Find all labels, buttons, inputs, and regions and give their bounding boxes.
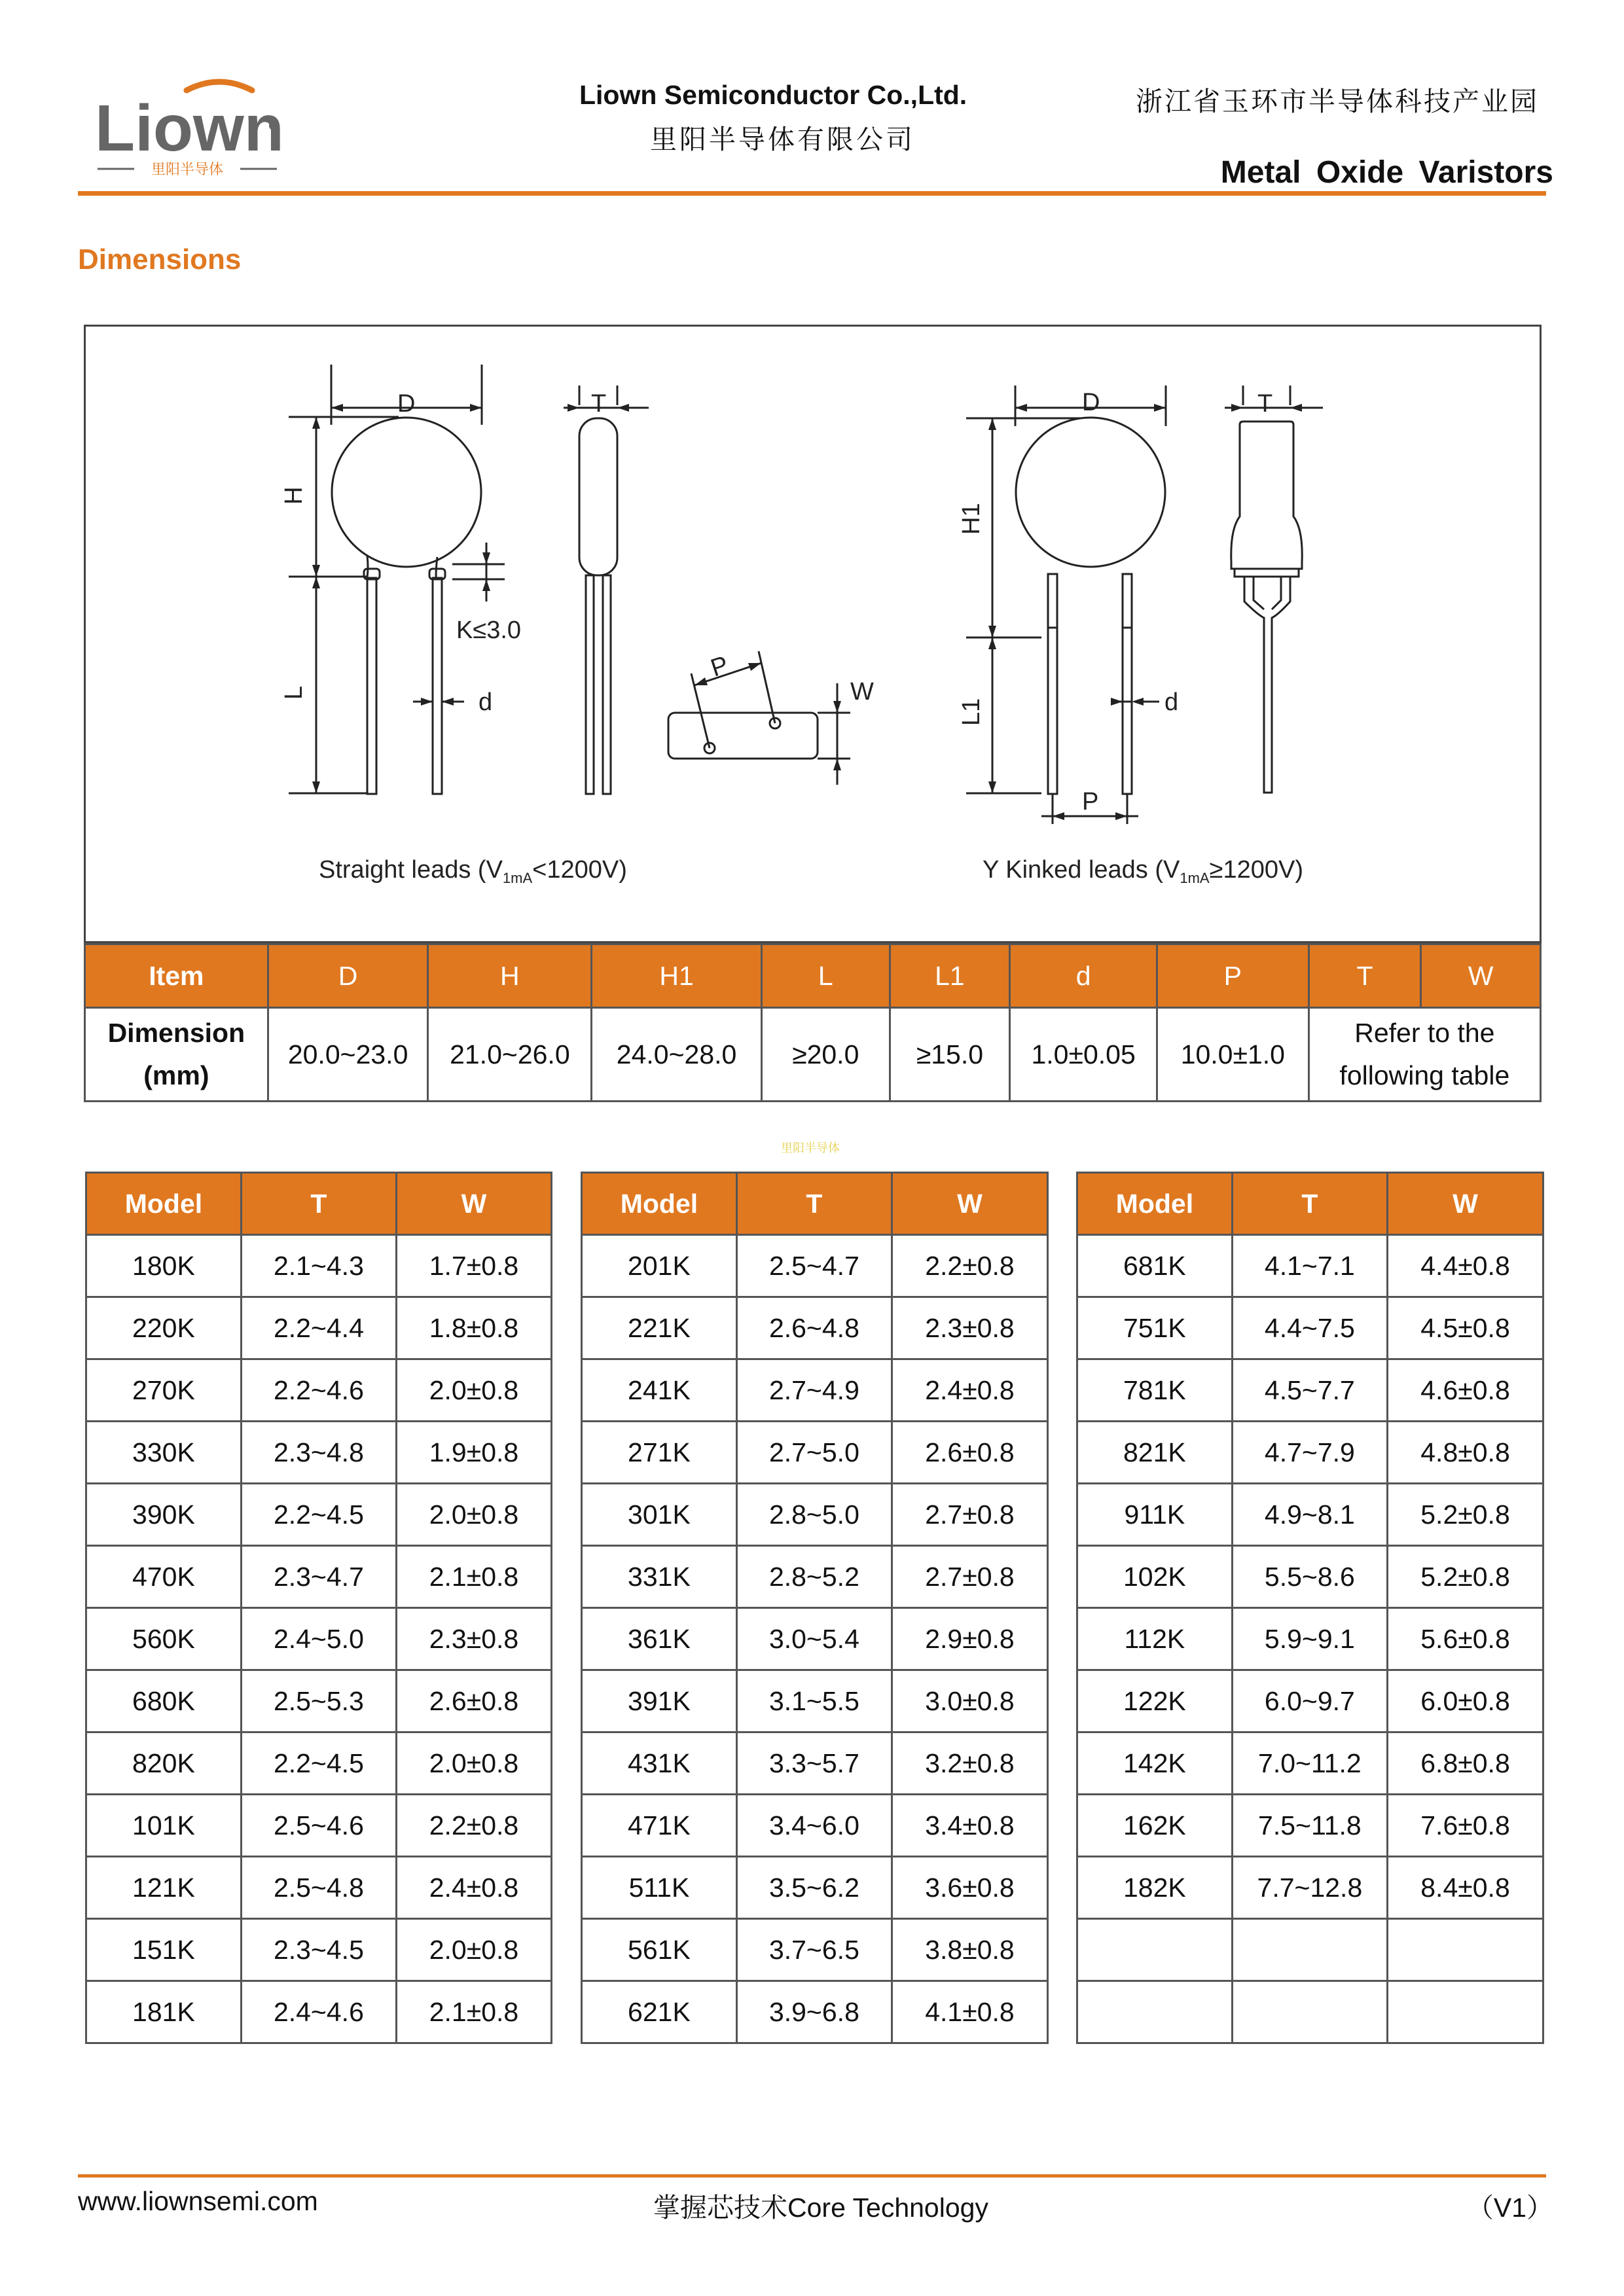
cell-w: 2.7±0.8 [892,1484,1047,1546]
table-row [582,1732,1048,1795]
table-row [86,1919,552,1981]
table-row [1077,1297,1543,1359]
dimension-value-row [85,1008,1541,1102]
cell-w: 6.8±0.8 [1388,1732,1543,1795]
caption-straight-leads: Straight leads $(V_{1mA}<1200V)$ [319,856,627,886]
header-L1: L1 [890,944,1010,1008]
cell-w: 3.4±0.8 [892,1795,1047,1857]
label-K: K≤3.0 [456,617,522,644]
cell-t: 2.8~5.2 [736,1546,892,1608]
value-TW-note: Refer to the following table [1308,1008,1540,1102]
cell-w: 5.2±0.8 [1388,1546,1543,1608]
label-d-right: d [1164,689,1179,716]
cell-model: 621K [582,1981,737,2043]
table-row [582,1670,1048,1732]
table-row [86,1732,552,1795]
header-rule [78,191,1546,196]
company-name-en: Liown Semiconductor Co.,Ltd. [579,80,967,110]
table-row [1077,1359,1543,1422]
cell-model: 470K [86,1546,242,1608]
cell-model: 471K [582,1795,737,1857]
cell-w: 2.0±0.8 [396,1919,551,1981]
table-row [1077,1857,1543,1919]
table-row [1077,1795,1543,1857]
company-logo [88,72,285,177]
model-table-2 [581,1172,1049,2044]
cell-w: 2.0±0.8 [396,1732,551,1795]
cell-t: 7.5~11.8 [1232,1795,1387,1857]
cell-model: 911K [1077,1484,1233,1546]
cell-model: 221K [582,1297,737,1359]
cell-w: 2.9±0.8 [892,1608,1047,1670]
table-row [86,1235,552,1297]
model-table-1 [85,1172,552,2044]
cell-t [1232,1981,1387,2043]
cell-model: 511K [582,1857,737,1919]
cell-w [1388,1919,1543,1981]
logo-subtext: 里阳半导体 [151,161,224,177]
cell-w: 2.1±0.8 [396,1981,551,2043]
header-T: T [1308,944,1421,1008]
label-L: L [280,685,308,700]
cell-t: 3.4~6.0 [736,1795,892,1857]
table-row [582,1981,1048,2043]
table-row [1077,1919,1543,1981]
cell-model [1077,1981,1233,2043]
cell-w: 3.6±0.8 [892,1857,1047,1919]
cell-model: 201K [582,1235,737,1297]
cell-t: 4.1~7.1 [1232,1235,1387,1297]
header-W: W [396,1173,551,1235]
cell-t: 2.7~4.9 [736,1359,892,1422]
cell-model: 391K [582,1670,737,1732]
cell-t: 2.4~5.0 [241,1608,396,1670]
cell-t: 2.5~4.7 [736,1235,892,1297]
cell-w: 1.7±0.8 [396,1235,551,1297]
dimension-drawing [86,327,1543,945]
header-W: W [1421,944,1541,1008]
cell-w: 1.9±0.8 [396,1422,551,1484]
model-table-3 [1076,1172,1544,2044]
cell-w: 2.4±0.8 [892,1359,1047,1422]
company-name-cn: 里阳半导体有限公司 [650,124,915,154]
row-label-dimension: Dimension (mm) [85,1008,268,1102]
cell-model: 182K [1077,1857,1233,1919]
cell-model: 241K [582,1359,737,1422]
cell-t: 2.5~5.3 [241,1670,396,1732]
cell-w: 3.0±0.8 [892,1670,1047,1732]
cell-w: 4.1±0.8 [892,1981,1047,2043]
cell-w: 6.0±0.8 [1388,1670,1543,1732]
cell-w [1388,1981,1543,2043]
cell-w: 4.5±0.8 [1388,1297,1543,1359]
cell-t: 2.2~4.4 [241,1297,396,1359]
value-L1: ≥15.0 [890,1008,1010,1102]
table-row [86,1484,552,1546]
header-item: Item [85,944,268,1008]
table-row [582,1422,1048,1484]
cell-model: 180K [86,1235,242,1297]
label-H1: H1 [958,503,985,535]
label-P-right: P [1082,788,1099,816]
product-title: Metal Oxide Varistors [1220,155,1553,190]
cell-model: 270K [86,1359,242,1422]
cell-w: 2.1±0.8 [396,1546,551,1608]
header-d: d [1010,944,1157,1008]
header-model: Model [582,1173,737,1235]
table-row [582,1235,1048,1297]
value-H1: 24.0~28.0 [592,1008,762,1102]
table-row [1077,1608,1543,1670]
label-H: H [280,486,308,505]
table-row [86,1546,552,1608]
cell-t: 2.1~4.3 [241,1235,396,1297]
header-H1: H1 [592,944,762,1008]
cell-model: 680K [86,1670,242,1732]
cell-model: 390K [86,1484,242,1546]
table-row [582,1857,1048,1919]
cell-t: 3.3~5.7 [736,1732,892,1795]
value-P: 10.0±1.0 [1157,1008,1308,1102]
cell-w: 2.7±0.8 [892,1546,1047,1608]
cell-model: 301K [582,1484,737,1546]
cell-t: 2.2~4.6 [241,1359,396,1422]
table-row [582,1297,1048,1359]
cell-t: 7.7~12.8 [1232,1857,1387,1919]
label-D-left: D [397,390,416,418]
dimension-table [84,943,1542,1102]
cell-w: 2.6±0.8 [396,1670,551,1732]
header-L: L [761,944,890,1008]
small-watermark-text: 里阳半导体 [781,1141,840,1155]
cell-t: 2.3~4.8 [241,1422,396,1484]
cell-model: 560K [86,1608,242,1670]
logo-graphic [88,72,285,177]
label-d-left: d [478,689,493,716]
cell-model: 122K [1077,1670,1233,1732]
table-row [86,1422,552,1484]
table-row [1077,1732,1543,1795]
dimension-header-row [85,944,1541,1008]
footer-slogan: 掌握芯技术Core Technology [653,2193,988,2223]
table-row [582,1919,1048,1981]
cell-t: 7.0~11.2 [1232,1732,1387,1795]
cell-t: 5.5~8.6 [1232,1546,1387,1608]
label-T-left: T [591,390,607,418]
cell-t: 2.5~4.8 [241,1857,396,1919]
header-model: Model [86,1173,242,1235]
table-row [1077,1422,1543,1484]
footer-version: （V1） [1466,2193,1553,2223]
cell-w: 3.2±0.8 [892,1732,1047,1795]
header-model: Model [1077,1173,1233,1235]
cell-w: 4.6±0.8 [1388,1359,1543,1422]
cell-t: 4.4~7.5 [1232,1297,1387,1359]
table-row [86,1670,552,1732]
table-row [86,1795,552,1857]
cell-t: 4.7~7.9 [1232,1422,1387,1484]
cell-model: 821K [1077,1422,1233,1484]
label-D-right: D [1082,389,1100,416]
cell-model: 271K [582,1422,737,1484]
cell-w: 4.4±0.8 [1388,1235,1543,1297]
company-address: 浙江省玉环市半导体科技产业园 [1136,86,1539,117]
footer-website: www.liownsemi.com [78,2186,318,2216]
cell-t: 5.9~9.1 [1232,1608,1387,1670]
cell-w: 2.4±0.8 [396,1857,551,1919]
cell-w: 1.8±0.8 [396,1297,551,1359]
cell-t: 6.0~9.7 [1232,1670,1387,1732]
cell-model: 330K [86,1422,242,1484]
cell-t: 3.0~5.4 [736,1608,892,1670]
header-W: W [1388,1173,1543,1235]
cell-model: 561K [582,1919,737,1981]
cell-model: 331K [582,1546,737,1608]
cell-model: 142K [1077,1732,1233,1795]
cell-t: 2.6~4.8 [736,1297,892,1359]
cell-model: 431K [582,1732,737,1795]
cell-w: 2.2±0.8 [396,1795,551,1857]
table-row [582,1608,1048,1670]
cell-model: 162K [1077,1795,1233,1857]
table-row [86,1608,552,1670]
table-row [86,1297,552,1359]
cell-t: 2.4~4.6 [241,1981,396,2043]
table-row [86,1857,552,1919]
table-row [86,1981,552,2043]
cell-t: 2.3~4.5 [241,1919,396,1981]
cell-w: 8.4±0.8 [1388,1857,1543,1919]
value-L: ≥20.0 [761,1008,890,1102]
cell-model: 101K [86,1795,242,1857]
cell-t: 2.3~4.7 [241,1546,396,1608]
cell-w: 4.8±0.8 [1388,1422,1543,1484]
label-L1: L1 [958,698,985,726]
header-P: P [1157,944,1308,1008]
cell-t: 3.7~6.5 [736,1919,892,1981]
cell-model: 220K [86,1297,242,1359]
section-title: Dimensions [78,243,242,276]
cell-w: 2.6±0.8 [892,1422,1047,1484]
table-row [582,1795,1048,1857]
value-d: 1.0±0.05 [1010,1008,1157,1102]
cell-t: 2.7~5.0 [736,1422,892,1484]
value-D: 20.0~23.0 [268,1008,428,1102]
cell-t: 2.8~5.0 [736,1484,892,1546]
cell-w: 2.0±0.8 [396,1484,551,1546]
cell-model: 781K [1077,1359,1233,1422]
header-T: T [1232,1173,1387,1235]
cell-t: 4.5~7.7 [1232,1359,1387,1422]
cell-model: 151K [86,1919,242,1981]
table-row [1077,1546,1543,1608]
label-P-left: P [707,651,732,683]
header-T: T [736,1173,892,1235]
cell-t: 2.2~4.5 [241,1484,396,1546]
cell-model: 102K [1077,1546,1233,1608]
table-row [86,1359,552,1422]
cell-w: 5.6±0.8 [1388,1608,1543,1670]
cell-w: 2.3±0.8 [396,1608,551,1670]
cell-w: 3.8±0.8 [892,1919,1047,1981]
cell-t: 4.9~8.1 [1232,1484,1387,1546]
cell-model: 112K [1077,1608,1233,1670]
footer-rule [78,2174,1546,2178]
table-row [1077,1235,1543,1297]
cell-w: 2.2±0.8 [892,1235,1047,1297]
header-T: T [241,1173,396,1235]
cell-model: 820K [86,1732,242,1795]
cell-model: 751K [1077,1297,1233,1359]
cell-t [1232,1919,1387,1981]
table-row [582,1546,1048,1608]
label-W: W [850,678,874,706]
table-row [582,1484,1048,1546]
header-D: D [268,944,428,1008]
cell-model: 181K [86,1981,242,2043]
cell-model: 121K [86,1857,242,1919]
table-row [1077,1670,1543,1732]
table-row [582,1359,1048,1422]
cell-model: 361K [582,1608,737,1670]
cell-model: 681K [1077,1235,1233,1297]
header-W: W [892,1173,1047,1235]
header-H: H [428,944,592,1008]
cell-t: 2.2~4.5 [241,1732,396,1795]
table-row [1077,1484,1543,1546]
value-H: 21.0~26.0 [428,1008,592,1102]
table-row [1077,1981,1543,2043]
caption-kinked-leads: Y Kinked leads $(V_{1mA}\ge 1200V)$ [983,856,1304,886]
cell-t: 3.5~6.2 [736,1857,892,1919]
cell-t: 2.5~4.6 [241,1795,396,1857]
cell-w: 2.0±0.8 [396,1359,551,1422]
label-T-right: T [1257,390,1273,418]
cell-t: 3.1~5.5 [736,1670,892,1732]
cell-w: 7.6±0.8 [1388,1795,1543,1857]
cell-model [1077,1919,1233,1981]
dimension-drawing-panel [84,325,1542,943]
cell-w: 5.2±0.8 [1388,1484,1543,1546]
cell-t: 3.9~6.8 [736,1981,892,2043]
logo-wordmark: Liown [95,92,284,165]
cell-w: 2.3±0.8 [892,1297,1047,1359]
